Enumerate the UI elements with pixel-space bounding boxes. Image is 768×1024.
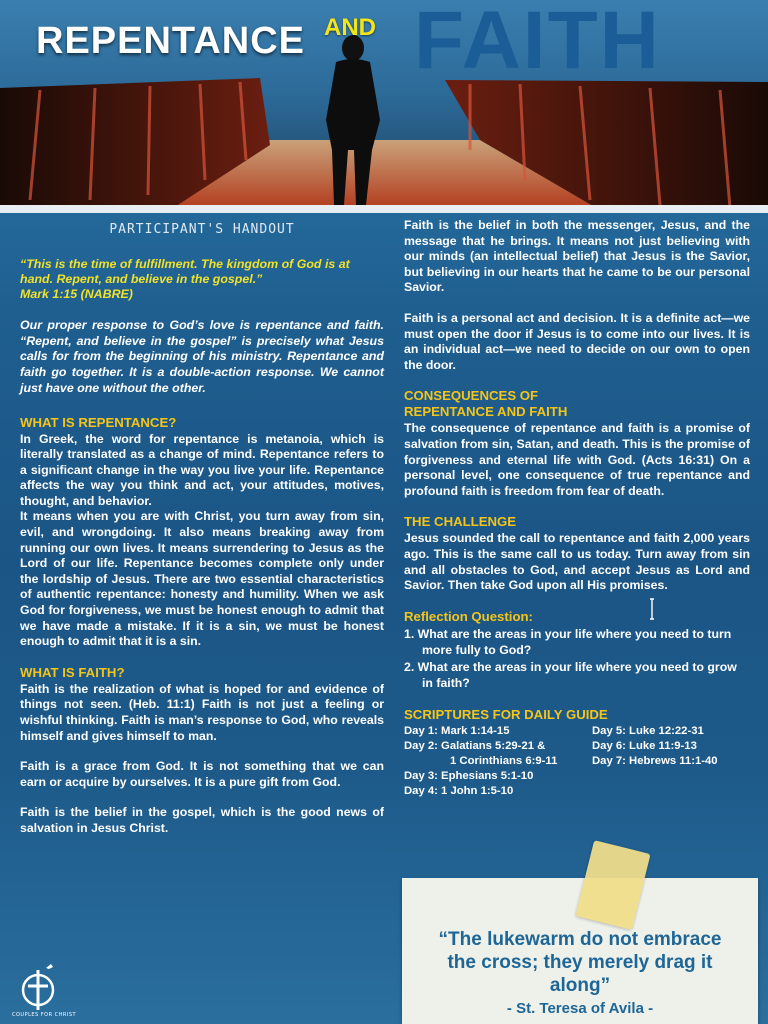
banner-divider [0, 205, 768, 213]
quote-block [422, 928, 738, 1020]
faith-paragraph-3: Faith is the belief in the gospel, which is the good news of salvation in Jesus Christ. [20, 805, 384, 835]
header-banner [0, 0, 768, 210]
scripture-day-4: Day 4: 1 John 1:5-10 [404, 785, 514, 798]
couples-for-christ-logo-icon [16, 960, 60, 1018]
faith-paragraph-2: Faith is a grace from God. It is not something that we can earn or acquire by ourselves. It is a pure gift from God. [20, 759, 384, 789]
scripture-guide [404, 724, 750, 804]
scripture-column-left [404, 724, 594, 799]
intro-paragraph: Our proper response to God’s love is repentance and faith. “Repent, and believe in the gospel” is precisely what Jesus calls for from the beginning of his ministry. Repentance and faith go together. It is a double-action response. We cannot just have one without the other. [20, 318, 384, 395]
scripture-verse [20, 257, 384, 302]
left-column [20, 222, 384, 852]
verse-reference: Mark 1:15 (NABRE) [20, 287, 133, 301]
title-and: AND [324, 14, 376, 41]
scripture-day-7: Day 7: Hebrews 11:1-40 [592, 755, 718, 768]
title-repentance: REPENTANCE [36, 20, 305, 62]
scripture-day-3: Day 3: Ephesians 5:1-10 [404, 770, 534, 783]
consequences-heading [404, 388, 750, 420]
reflection-list [404, 626, 750, 692]
faith-paragraph-5: Faith is a personal act and decision. It is a definite act—we must open the door if Jesus is to come into our lives. It is an individual act—we need to decide on our own to open the door. [404, 310, 750, 372]
faith-heading: WHAT IS FAITH? [20, 664, 125, 680]
scriptures-heading: SCRIPTURES FOR DAILY GUIDE [404, 707, 608, 723]
verse-text: “This is the time of fulfillment. The kingdom of God is at hand. Repent, and believe in the gospel.” [20, 257, 350, 286]
reflection-item: 2. What are the areas in your life where you need to grow in faith? [404, 659, 737, 690]
quote-text: “The lukewarm do not embrace the cross; they merely drag it along” [438, 929, 722, 996]
handout-label: PARTICIPANT'S HANDOUT [109, 222, 295, 237]
right-column [404, 218, 750, 804]
scripture-column-right [592, 724, 752, 769]
repentance-paragraph-2: It means when you are with Christ, you turn away from sin, evil, and wrongdoing. It also means breaking away from running our own lives. It means surrendering to Jesus as the Lord of our life. Repentance becomes complete only under the lordship of Jesus. There are two essential characteristics of authentic repentance: honesty and humility. When we ask God for forgiveness, we must be honest enough to admit that we have made a mistake. If it is a sin, we must be honest enough to admit that it is a sin. [20, 509, 384, 649]
quote-author: - St. Teresa of Avila - [506, 1000, 654, 1017]
challenge-paragraph: Jesus sounded the call to repentance and faith 2,000 years ago. This is the same call to us today. Turn away from sin and all obstacles to God, and accept Jesus as Lord and Savior. Then take God upon all His promises. [404, 531, 750, 593]
text-cursor-icon [648, 598, 662, 620]
scripture-day-6: Day 6: Luke 11:9-13 [592, 740, 697, 753]
title-faith: FAITH [414, 0, 661, 86]
scripture-day-2-cont: 1 Corinthians 6:9-11 [450, 755, 558, 768]
challenge-heading: THE CHALLENGE [404, 514, 517, 530]
logo-caption: COUPLES FOR CHRIST [12, 1012, 77, 1018]
reflection-heading: Reflection Question: [404, 608, 533, 624]
consequences-paragraph: The consequence of repentance and faith is a promise of salvation from sin, Satan, and death. This is the promise of forgiveness and eternal life with God. (Acts 16:31) On a personal level, one consequence of true repentance and profound faith is freedom from fear of death. [404, 421, 750, 498]
consequences-heading-line2: REPENTANCE AND FAITH [404, 404, 568, 420]
repentance-paragraph-1: In Greek, the word for repentance is metanoia, which is literally translated as a change of mind. Repentance refers to a significant change in the way you live your life. Repentance affects the way you think and act, your attitudes, motives, thought, and behavior. [20, 431, 384, 508]
faith-paragraph-1: Faith is the realization of what is hoped for and evidence of things not seen. (Heb. 11:1) Faith is not just a feeling or wishful thinking. Faith is man’s response to God, who reveals himself and gives himself to man. [20, 681, 384, 743]
scripture-day-5: Day 5: Luke 12:22-31 [592, 725, 704, 738]
repentance-heading: WHAT IS REPENTANCE? [20, 414, 177, 430]
scripture-day-1: Day 1: Mark 1:14-15 [404, 725, 510, 738]
consequences-heading-line1: CONSEQUENCES OF [404, 388, 539, 404]
reflection-item: 1. What are the areas in your life where you need to turn more fully to God? [404, 626, 732, 658]
scripture-day-2: Day 2: Galatians 5:29-21 & [404, 740, 546, 753]
faith-paragraph-4: Faith is the belief in both the messenger, Jesus, and the message that he brings. It means not just believing with our minds (an intellectual belief) that Jesus is the Savior, but believing in our hearts that he came to be our personal Savior. [404, 218, 750, 295]
